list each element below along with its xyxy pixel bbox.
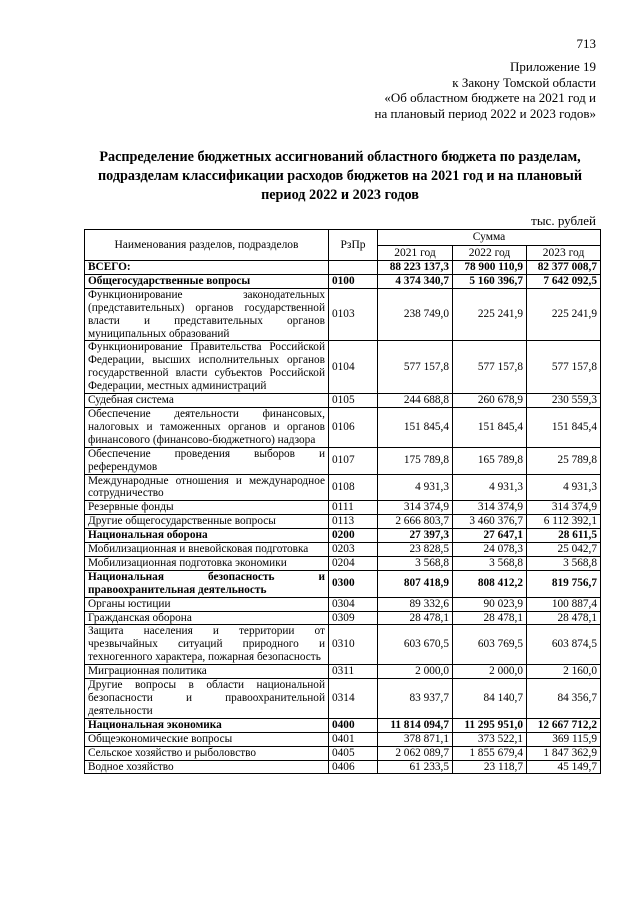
row-code-cell: 0111	[329, 501, 378, 515]
row-name-cell: Мобилизационная подготовка экономики	[85, 556, 329, 570]
table-row	[85, 611, 601, 625]
row-value-2022-cell: 23 118,7	[453, 760, 527, 774]
row-value-2022-cell: 151 845,4	[453, 407, 527, 447]
table-row	[85, 760, 601, 774]
row-code-cell: 0113	[329, 515, 378, 529]
row-value-2022-cell: 27 647,1	[453, 529, 527, 543]
row-name-cell: Обеспечение проведения выборов и референдумов	[85, 447, 329, 474]
row-value-2022-cell: 165 789,8	[453, 447, 527, 474]
row-value-2023-cell: 2 160,0	[527, 665, 601, 679]
row-value-2023-cell: 151 845,4	[527, 407, 601, 447]
row-value-2022-cell: 373 522,1	[453, 732, 527, 746]
page-number: 713	[576, 36, 596, 51]
row-code-cell: 0405	[329, 746, 378, 760]
table-row	[85, 665, 601, 679]
row-value-2022-cell: 577 157,8	[453, 341, 527, 394]
row-value-2022-cell: 84 140,7	[453, 679, 527, 719]
row-name-cell: Судебная система	[85, 394, 329, 408]
row-value-2021-cell: 2 062 089,7	[378, 746, 453, 760]
row-value-2022-cell: 1 855 679,4	[453, 746, 527, 760]
row-value-2021-cell: 807 418,9	[378, 570, 453, 597]
table-row	[85, 407, 601, 447]
table-row	[85, 474, 601, 501]
table-body	[85, 261, 601, 774]
row-value-2021-cell: 4 374 340,7	[378, 274, 453, 288]
row-value-2023-cell: 45 149,7	[527, 760, 601, 774]
units-label: тыс. рублей	[531, 213, 596, 228]
row-value-2022-cell: 3 568,8	[453, 556, 527, 570]
row-name-cell: ВСЕГО:	[85, 261, 329, 275]
row-name-cell: Другие общегосударственные вопросы	[85, 515, 329, 529]
row-name-cell: Защита населения и территории от чрезвычайных ситуаций природного и техногенного характера, пожарная безопасность	[85, 625, 329, 665]
row-value-2023-cell: 603 874,5	[527, 625, 601, 665]
annex-line: на плановый период 2022 и 2023 годов»	[374, 105, 596, 121]
row-value-2021-cell: 88 223 137,3	[378, 261, 453, 275]
title-line: Распределение бюджетных ассигнований областного бюджета по разделам,	[99, 149, 581, 165]
row-code-cell: 0107	[329, 447, 378, 474]
header-code: РзПр	[329, 230, 378, 261]
row-value-2021-cell: 2 666 803,7	[378, 515, 453, 529]
row-value-2023-cell: 314 374,9	[527, 501, 601, 515]
row-name-cell: Водное хозяйство	[85, 760, 329, 774]
row-value-2022-cell: 5 160 396,7	[453, 274, 527, 288]
row-name-cell: Общегосударственные вопросы	[85, 274, 329, 288]
row-value-2023-cell: 1 847 362,9	[527, 746, 601, 760]
row-value-2022-cell: 24 078,3	[453, 543, 527, 557]
row-value-2022-cell: 28 478,1	[453, 611, 527, 625]
row-value-2021-cell: 11 814 094,7	[378, 718, 453, 732]
row-value-2023-cell: 28 478,1	[527, 611, 601, 625]
table-row	[85, 394, 601, 408]
row-value-2021-cell: 89 332,6	[378, 597, 453, 611]
row-code-cell: 0300	[329, 570, 378, 597]
row-value-2022-cell: 260 678,9	[453, 394, 527, 408]
row-value-2022-cell: 90 023,9	[453, 597, 527, 611]
row-code-cell: 0103	[329, 288, 378, 341]
annex-line: к Закону Томской области	[452, 74, 596, 90]
row-name-cell: Органы юстиции	[85, 597, 329, 611]
row-code-cell: 0406	[329, 760, 378, 774]
row-value-2022-cell: 314 374,9	[453, 501, 527, 515]
row-name-cell: Сельское хозяйство и рыболовство	[85, 746, 329, 760]
table-row	[85, 732, 601, 746]
row-value-2022-cell: 78 900 110,9	[453, 261, 527, 275]
table-row	[85, 501, 601, 515]
table-row	[85, 570, 601, 597]
row-value-2022-cell: 603 769,5	[453, 625, 527, 665]
row-name-cell: Национальная экономика	[85, 718, 329, 732]
table-row	[85, 261, 601, 275]
row-value-2021-cell: 151 845,4	[378, 407, 453, 447]
header-name: Наименования разделов, подразделов	[85, 230, 329, 261]
row-value-2021-cell: 23 828,5	[378, 543, 453, 557]
row-value-2023-cell: 4 931,3	[527, 474, 601, 501]
row-name-cell: Национальная оборона	[85, 529, 329, 543]
row-value-2021-cell: 28 478,1	[378, 611, 453, 625]
title-line: подразделам классификации расходов бюджетов на 2021 год и на плановый	[97, 168, 583, 184]
row-value-2023-cell: 84 356,7	[527, 679, 601, 719]
table-row	[85, 529, 601, 543]
row-value-2023-cell: 82 377 008,7	[527, 261, 601, 275]
header-sum: Сумма	[378, 230, 601, 246]
row-code-cell: 0105	[329, 394, 378, 408]
table-row	[85, 447, 601, 474]
row-value-2022-cell: 225 241,9	[453, 288, 527, 341]
table-row	[85, 597, 601, 611]
row-code-cell: 0314	[329, 679, 378, 719]
row-value-2021-cell: 175 789,8	[378, 447, 453, 474]
row-name-cell: Функционирование законодательных (представительных) органов государственной власти и представительных органов муниципальных образований	[85, 288, 329, 341]
title-line: период 2022 и 2023 годов	[261, 187, 419, 203]
annex-line: «Об областном бюджете на 2021 год и	[384, 90, 596, 105]
row-value-2021-cell: 577 157,8	[378, 341, 453, 394]
row-value-2023-cell: 12 667 712,2	[527, 718, 601, 732]
header-year-2022: 2022 год	[453, 246, 527, 261]
row-value-2022-cell: 4 931,3	[453, 474, 527, 501]
row-name-cell: Международные отношения и международное сотрудничество	[85, 474, 329, 501]
row-name-cell: Гражданская оборона	[85, 611, 329, 625]
row-value-2021-cell: 244 688,8	[378, 394, 453, 408]
row-value-2022-cell: 3 460 376,7	[453, 515, 527, 529]
row-value-2021-cell: 83 937,7	[378, 679, 453, 719]
row-value-2023-cell: 6 112 392,1	[527, 515, 601, 529]
row-value-2022-cell: 11 295 951,0	[453, 718, 527, 732]
document-title	[80, 148, 600, 205]
row-value-2023-cell: 369 115,9	[527, 732, 601, 746]
header-year-2021: 2021 год	[378, 246, 453, 261]
row-name-cell: Национальная безопасность и правоохранительная деятельность	[85, 570, 329, 597]
annex-header	[375, 59, 597, 121]
row-value-2021-cell: 3 568,8	[378, 556, 453, 570]
row-code-cell: 0104	[329, 341, 378, 394]
row-code-cell: 0401	[329, 732, 378, 746]
row-name-cell: Обеспечение деятельности финансовых, налоговых и таможенных органов и органов финансового (финансово-бюджетного) надзора	[85, 407, 329, 447]
table-row	[85, 341, 601, 394]
row-name-cell: Резервные фонды	[85, 501, 329, 515]
row-value-2022-cell: 2 000,0	[453, 665, 527, 679]
row-code-cell	[329, 261, 378, 275]
table-row	[85, 288, 601, 341]
row-code-cell: 0304	[329, 597, 378, 611]
row-code-cell: 0108	[329, 474, 378, 501]
row-code-cell: 0310	[329, 625, 378, 665]
row-name-cell: Функционирование Правительства Российской Федерации, высших исполнительных органов государственной власти субъектов Российской Федерации, местных администраций	[85, 341, 329, 394]
table-row	[85, 718, 601, 732]
table-row	[85, 625, 601, 665]
row-value-2023-cell: 25 789,8	[527, 447, 601, 474]
row-value-2021-cell: 27 397,3	[378, 529, 453, 543]
table-row	[85, 679, 601, 719]
row-code-cell: 0203	[329, 543, 378, 557]
row-value-2022-cell: 808 412,2	[453, 570, 527, 597]
annex-line: Приложение 19	[509, 59, 596, 74]
row-value-2021-cell: 238 749,0	[378, 288, 453, 341]
row-value-2021-cell: 61 233,5	[378, 760, 453, 774]
row-code-cell: 0311	[329, 665, 378, 679]
row-value-2023-cell: 25 042,7	[527, 543, 601, 557]
table-row	[85, 543, 601, 557]
header-year-2023: 2023 год	[527, 246, 601, 261]
row-name-cell: Общеэкономические вопросы	[85, 732, 329, 746]
table-row	[85, 515, 601, 529]
row-value-2023-cell: 3 568,8	[527, 556, 601, 570]
row-value-2023-cell: 819 756,7	[527, 570, 601, 597]
row-value-2021-cell: 2 000,0	[378, 665, 453, 679]
budget-table	[84, 229, 601, 774]
row-name-cell: Другие вопросы в области национальной безопасности и правоохранительной деятельности	[85, 679, 329, 719]
table-row	[85, 274, 601, 288]
row-value-2021-cell: 378 871,1	[378, 732, 453, 746]
row-code-cell: 0200	[329, 529, 378, 543]
row-code-cell: 0106	[329, 407, 378, 447]
row-code-cell: 0400	[329, 718, 378, 732]
row-value-2023-cell: 230 559,3	[527, 394, 601, 408]
row-name-cell: Мобилизационная и вневойсковая подготовка	[85, 543, 329, 557]
row-code-cell: 0309	[329, 611, 378, 625]
row-name-cell: Миграционная политика	[85, 665, 329, 679]
row-code-cell: 0204	[329, 556, 378, 570]
row-value-2023-cell: 225 241,9	[527, 288, 601, 341]
row-value-2023-cell: 100 887,4	[527, 597, 601, 611]
row-value-2021-cell: 603 670,5	[378, 625, 453, 665]
row-value-2023-cell: 7 642 092,5	[527, 274, 601, 288]
row-value-2023-cell: 28 611,5	[527, 529, 601, 543]
table-row	[85, 556, 601, 570]
row-code-cell: 0100	[329, 274, 378, 288]
row-value-2021-cell: 4 931,3	[378, 474, 453, 501]
table-row	[85, 746, 601, 760]
row-value-2021-cell: 314 374,9	[378, 501, 453, 515]
row-value-2023-cell: 577 157,8	[527, 341, 601, 394]
